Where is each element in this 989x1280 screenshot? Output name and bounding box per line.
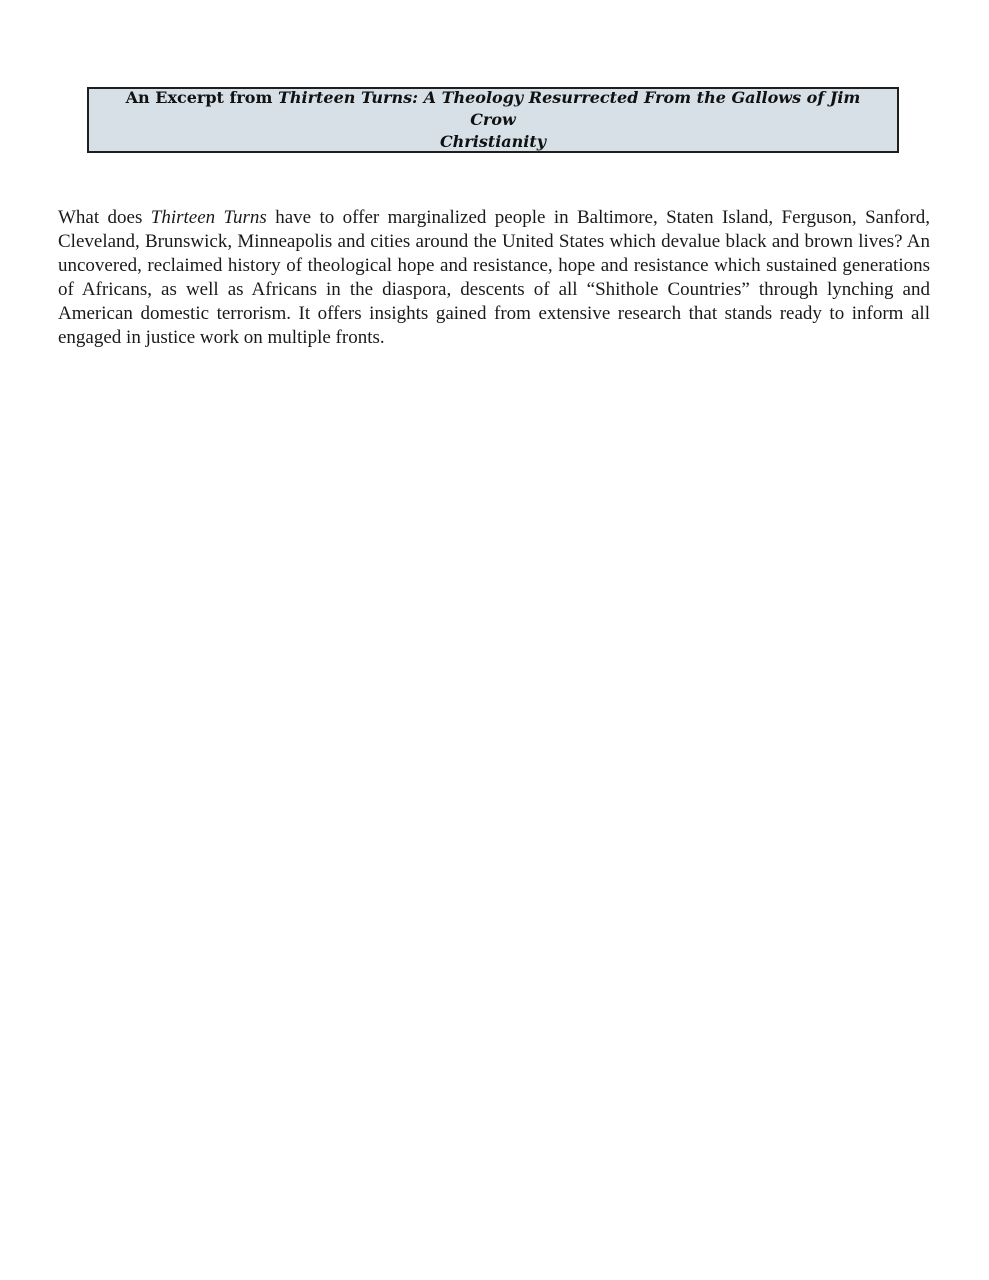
paragraph-text: have to offer marginalized people in Baltimore, Staten Island, Ferguson, Sanford, Cleveland, Brunswick, Minneapolis and cities around the United States which devalue black and brown lives? An uncovered, reclaimed history of theological hope and resistance, hope and resistance which sustained generations of Africans, as well as Africans in the diaspora, descents of all “Shithole Countries” through lynching and American domestic terrorism. It offers insights gained from extensive research that stands ready to inform all engaged in justice work on multiple fronts.: [58, 207, 930, 348]
excerpt-title-box: [87, 87, 899, 153]
title-prefix: An Excerpt from: [125, 88, 278, 107]
title-line-1: [103, 87, 883, 131]
paragraph-book-title: Thirteen Turns: [150, 207, 267, 228]
excerpt-paragraph: [58, 206, 930, 350]
paragraph-lead: What does: [58, 207, 151, 228]
book-title-line-1: Thirteen Turns: A Theology Resurrected From the Gallows of Jim Crow: [277, 88, 861, 129]
book-title-line-2: Christianity: [439, 132, 547, 151]
